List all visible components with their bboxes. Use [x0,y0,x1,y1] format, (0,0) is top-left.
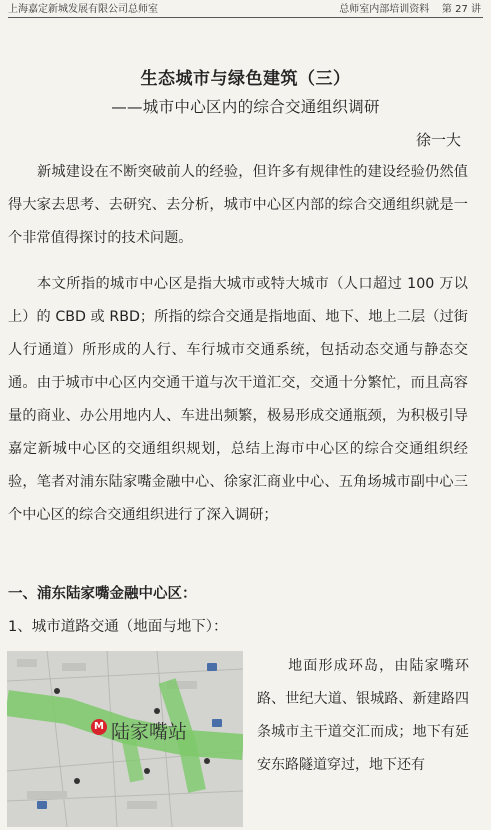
side-text: 地面形成环岛，由陆家嘴环路、世纪大道、银城路、新建路四条城市主干道交汇而成；地下有延安东路隧道穿过，地下还有 [257,658,469,773]
paragraph-scope: 本文所指的城市中心区是指大城市或特大城市（人口超过 100 万以上）的 CBD 或 RBD；所指的综合交通是指地面、地下、地上二层（过街人行通道）所形成的人行、车行城市交通系统，包括动态交通与静态交通。由于城市中心区内交通干道与次干道汇交，交通十分繁忙，而且高容量的商业、办公用地内人、车进出频繁，极易形成交通瓶颈，为积极引导嘉定新城中心区的交通组织规划，总结上海市中心区的综合交通组织经验，笔者对浦东陆家嘴金融中心、徐家汇商业中心、五角场城市副中心三个中心区的综合交通组织进行了深入调研； [8,276,468,523]
author-name: 徐一大 [415,131,461,149]
map-photo [7,651,243,827]
side-paragraph [257,650,469,782]
metro-icon: M [91,719,107,735]
subsection-heading: 1、城市道路交通（地面与地下）： [8,619,228,635]
page-header [8,3,483,18]
document-subtitle: ——城市中心区内的综合交通组织调研 [111,98,380,116]
paragraph-intro: 新城建设在不断突破前人的经验，但许多有规律性的建设经验仍然值得大家去思考、去研究、去分析，城市中心区内部的综合交通组织就是一个非常值得探讨的技术问题。 [8,164,468,246]
station-label: 陆家嘴站 [111,721,188,743]
document-title: 生态城市与绿色建筑（三） [140,69,351,89]
header-left: 上海嘉定新城发展有限公司总师室 [8,4,158,15]
section-heading: 一、浦东陆家嘴金融中心区： [8,586,197,602]
header-right: 总师室内部培训资料 第 27 讲 [339,4,481,15]
